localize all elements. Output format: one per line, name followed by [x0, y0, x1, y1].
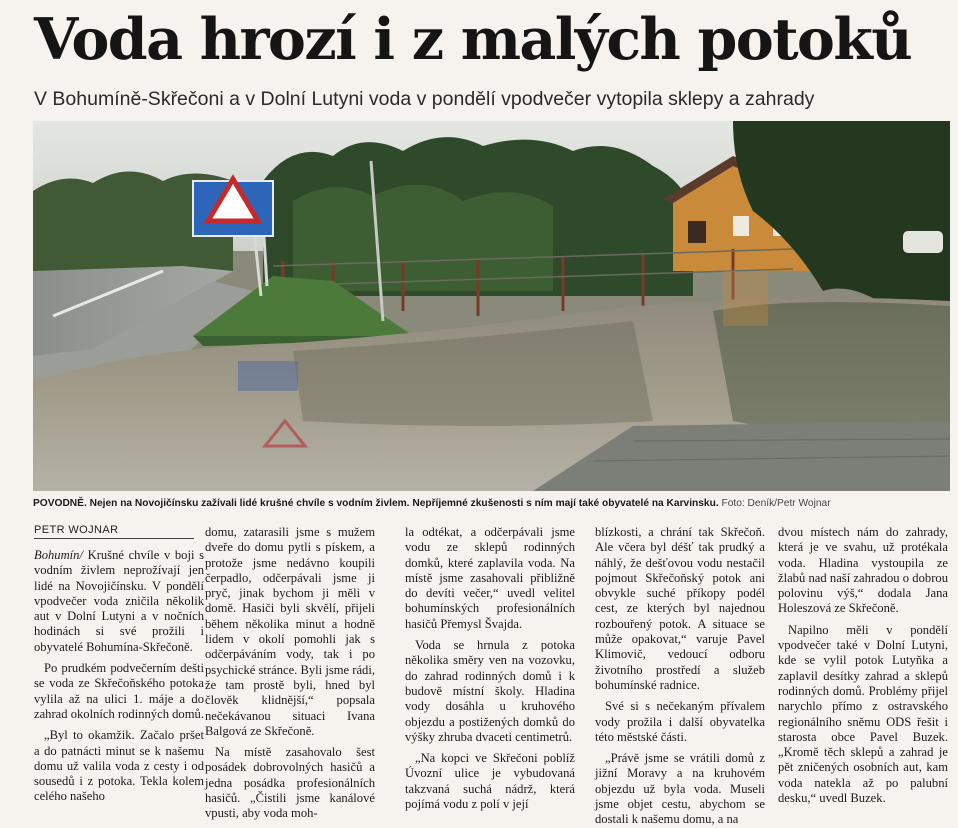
article-column-5 [778, 525, 948, 806]
article-column-1 [34, 548, 204, 804]
paragraph: „Na kopci ve Skřečoni poblíž Úvozní ulice je vybudovaná takzvaná suchá nádrž, která pojímá vodu z polí v její [405, 751, 575, 812]
caption-lead: POVODNĚ. [33, 498, 87, 509]
paragraph: la odtékat, a odčerpávali jsme vodu ze sklepů rodinných domků, které zaplavila voda. Na místě jsme zasahovali přibližně do devíti večer,“ uvedl velitel bohumínských profesionálních hasičů Přemysl Švajda. [405, 525, 575, 631]
paragraph: domu, zatarasili jsme s mužem dveře do domu pytli s pískem, a protože jsme nedávno koupili čerpadlo, odčerpávali jsme ji pryč, jinak bychom ji měli v domě. Hasiči byli skvělí, přijeli během několika minut a hodně lidem v okolí pomohli jak s odčerpáváním vody, tak i po psychické stránce. Byli jsme rádi, že tam prostě byli, hned byl člověk klidnější,“ popsala nečekávanou situaci Ivana Balgová ze Skřečoně. [205, 525, 375, 738]
paragraph: blízkosti, a chrání tak Skřečoň. Ale včera byl déšť tak prudký a náhlý, že dešťovou vodu nestačil pojmout Skřečoňský potok ani obvykle suché příkopy podél cest, ze kterých byl najednou rozbouřený potok. A situace se může opakovat,“ varuje Pavel Klimovič, vedoucí odboru životního prostředí a služeb bohumínské radnice. [595, 525, 765, 692]
headline: Voda hrozí i z malých potoků [34, 6, 912, 73]
flood-photo-illustration [33, 121, 950, 491]
paragraph [34, 548, 204, 655]
paragraph: „Byl to okamžik. Začalo pršet a do patnácti minut se k našemu domu už valila voda z cesty i od sousedů i z potoka. Tekla kolem celého našeho [34, 728, 204, 804]
article-column-4 [595, 525, 765, 827]
subheadline: V Bohumíně-Skřečoni a v Dolní Lutyni voda v pondělí vpodvečer vytopila sklepy a zahrady [34, 88, 815, 110]
byline: PETR WOJNAR [34, 524, 194, 539]
flood-photo [33, 121, 950, 491]
article-column-3 [405, 525, 575, 812]
paragraph: „Právě jsme se vrátili domů z jižní Moravy a na kruhovém objezdu už byla voda. Museli jsme objet cestu, abychom se dostali k našemu domu, a na [595, 751, 765, 827]
photo-caption [33, 497, 950, 511]
paragraph: Voda se hrnula z potoka několika směry ven na vozovku, do zahrad rodinných domů i k budově místní školy. Hladina vody dosáhla u kruhového objezdu a postižených domků do výšky zhruba dvaceti centimetrů. [405, 638, 575, 744]
dateline: Bohumín/ [34, 548, 83, 562]
paragraph: dvou místech nám do zahrady, která je ve svahu, už protékala voda. Hladina vystoupila ze žlabů nad naší zahradou o dobrou polovinu výš,“ dodala Jana Holeszová ze Skřečoně. [778, 525, 948, 616]
caption-text: Nejen na Novojičínsku zažívali lidé krušné chvíle s vodním živlem. Nepříjemné zkušenosti s ním mají také obyvatelé na Karvinsku. [89, 498, 719, 509]
paragraph-text: Krušné chvíle v boji s vodním živlem neprožívají jen lidé na Novojičínsku. V pondělí vpodvečer voda zničila několik aut v Dolní Lutyni a v nočních hodinách si své prožili i obyvatelé Bohumína-Skřečoně. [34, 548, 204, 654]
paragraph: Po prudkém podvečerním dešti se voda ze Skřečoňského potoka vylila až na ulici 1. máje a do zahrad okolních rodinných domů. [34, 661, 204, 721]
paragraph: Na místě zasahovalo šest posádek dobrovolných hasičů a jedna posádka profesionálních hasičů. „Čistili jsme kanálové vpusti, aby voda moh- [205, 745, 375, 821]
article-column-2 [205, 525, 375, 821]
paragraph: Své si s nečekaným přívalem vody prožila i další obyvatelka této městské části. [595, 699, 765, 744]
paragraph: Napilno měli v pondělí vpodvečer také v Dolní Lutyni, kde se vylil potok Lutyňka a zaplavil desítky zahrad a sklepů rodinných domů. Problémy přijel narychlo přímo z ostravského regionálního sněmu ODS řešit i starosta obce Pavel Buzek. „Kromě těch sklepů a zahrad je pět zničených osobních aut, kam voda natekla až po palubní desku,“ uvedl Buzek. [778, 622, 948, 806]
photo-credit: Foto: Deník/Petr Wojnar [721, 498, 831, 509]
